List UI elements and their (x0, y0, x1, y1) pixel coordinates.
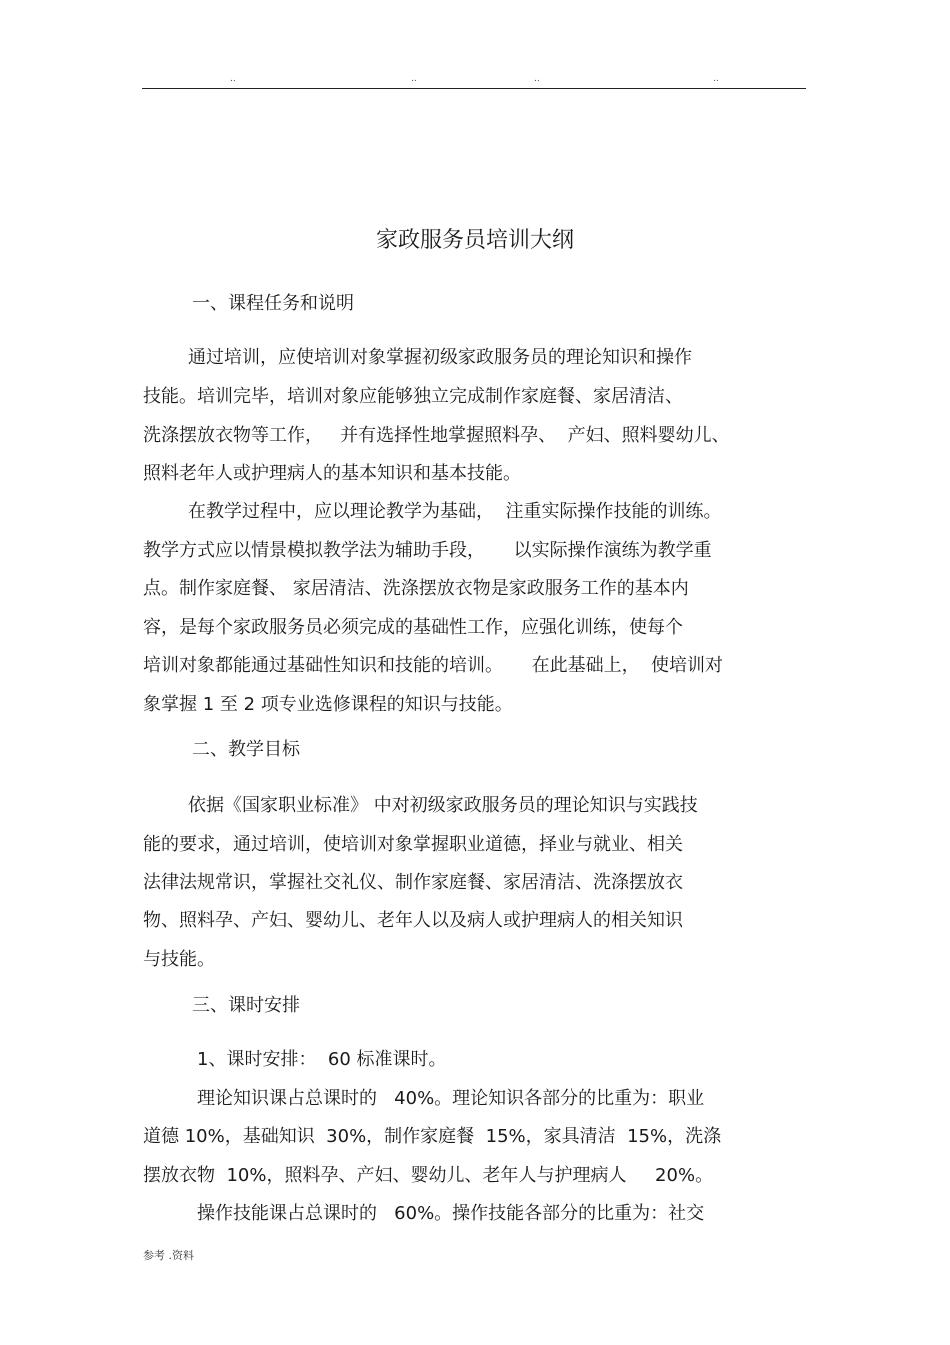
footer-note: 参考 .资料 (143, 1249, 194, 1262)
paragraph-line: 点。制作家庭餐、 家居清洁、洗涤摆放衣物是家政服务工作的基本内 (143, 578, 689, 599)
paragraph-line: 教学方式应以情景模拟教学法为辅助手段， 以实际操作演练为教学重 (143, 540, 712, 561)
paragraph-line: 道德 10%，基础知识 30%，制作家庭餐 15%，家具清洁 15%，洗涤 (143, 1126, 722, 1147)
paragraph-line: 操作技能课占总课时的 60%。操作技能各部分的比重为：社交 (197, 1203, 705, 1224)
section-heading-2: 二、教学目标 (192, 739, 300, 760)
header-dot: .. (411, 74, 417, 84)
header-dot: .. (713, 74, 719, 84)
paragraph-line: 依据《国家职业标准》 中对初级家政服务员的理论知识与实践技 (188, 795, 698, 816)
paragraph-line: 洗涤摆放衣物等工作， 并有选择性地掌握照料孕、 产妇、照料婴幼儿、 (143, 425, 730, 446)
paragraph-line: 照料老年人或护理病人的基本知识和基本技能。 (143, 463, 521, 484)
header-dot: .. (534, 74, 540, 84)
paragraph-line: 在教学过程中，应以理论教学为基础， 注重实际操作技能的训练。 (188, 501, 722, 522)
paragraph-line: 技能。培训完毕，培训对象应能够独立完成制作家庭餐、家居清洁、 (143, 386, 683, 407)
paragraph-line: 理论知识课占总课时的 40%。理论知识各部分的比重为：职业 (197, 1088, 705, 1109)
paragraph-line: 通过培训，应使培训对象掌握初级家政服务员的理论知识和操作 (188, 347, 692, 368)
section-heading-3: 三、课时安排 (192, 995, 300, 1016)
paragraph-line: 培训对象都能通过基础性知识和技能的培训。 在此基础上， 使培训对 (143, 655, 724, 676)
document-title: 家政服务员培训大纲 (375, 228, 574, 253)
paragraph-line: 容，是每个家政服务员必须完成的基础性工作，应强化训练，使每个 (143, 617, 683, 638)
paragraph-line: 与技能。 (143, 949, 215, 970)
header-rule (142, 88, 806, 89)
paragraph-line: 物、照料孕、产妇、婴幼儿、老年人以及病人或护理病人的相关知识 (143, 910, 683, 931)
paragraph-line: 摆放衣物 10%，照料孕、产妇、婴幼儿、老年人与护理病人 20%。 (143, 1165, 714, 1186)
section-heading-1: 一、课程任务和说明 (192, 293, 354, 314)
paragraph-line: 1、课时安排： 60 标准课时。 (197, 1049, 447, 1070)
paragraph-line: 能的要求，通过培训，使培训对象掌握职业道德，择业与就业、相关 (143, 834, 683, 855)
paragraph-line: 象掌握 1 至 2 项专业选修课程的知识与技能。 (143, 694, 513, 715)
header-dot: .. (230, 74, 236, 84)
paragraph-line: 法律法规常识，掌握社交礼仪、制作家庭餐、家居清洁、洗涤摆放衣 (143, 872, 683, 893)
